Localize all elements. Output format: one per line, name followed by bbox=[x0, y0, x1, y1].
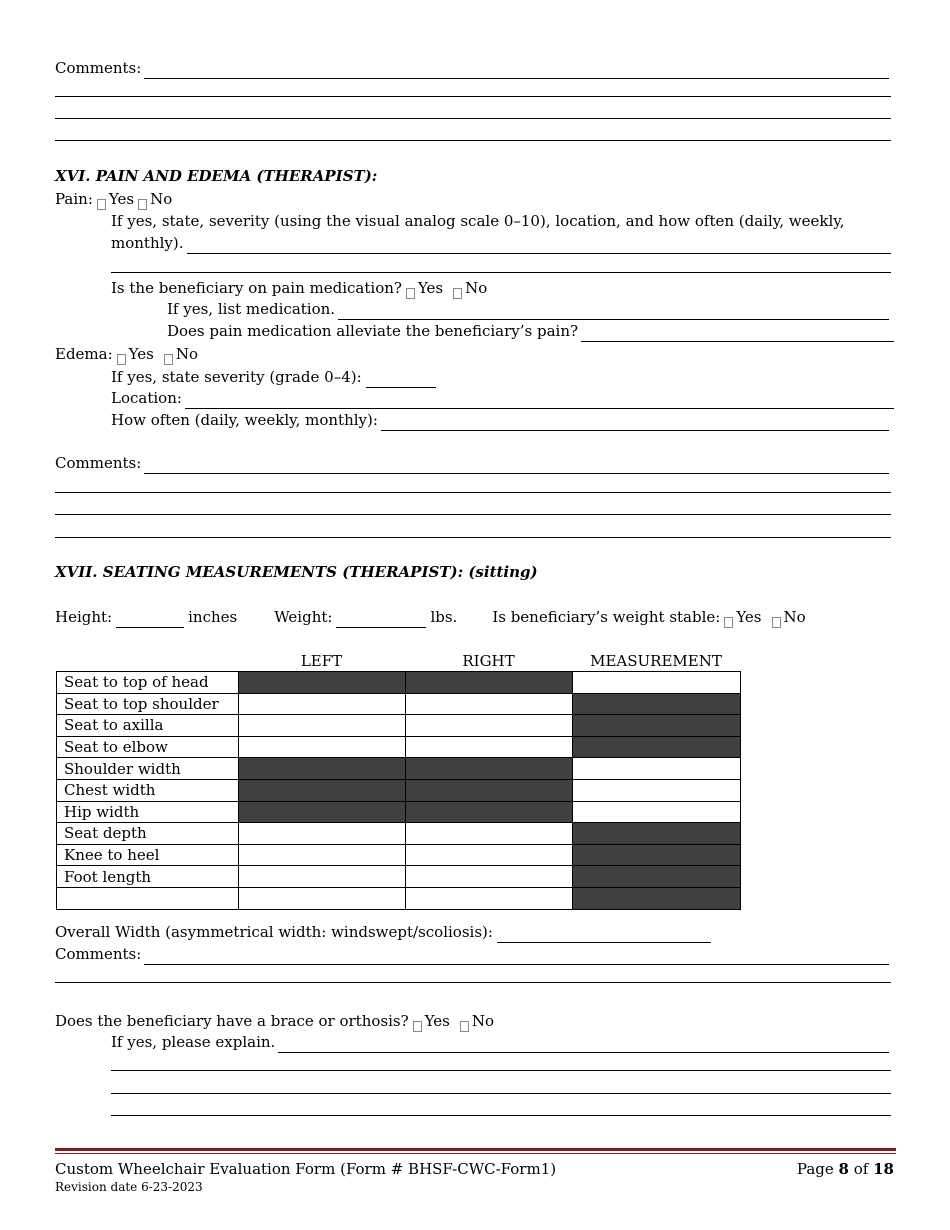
right-cell[interactable] bbox=[406, 693, 573, 715]
overall-width-field[interactable] bbox=[497, 926, 711, 943]
table-row bbox=[57, 758, 741, 780]
footer-form-name: Custom Wheelchair Evaluation Form (Form # BHSF-CWC-Form1) bbox=[55, 1160, 557, 1178]
comments-label: Comments: bbox=[55, 454, 142, 472]
no-label: No bbox=[471, 1012, 494, 1030]
measurement-cell-shaded bbox=[573, 866, 741, 888]
edema-label: Edema: bbox=[55, 345, 113, 363]
right-cell[interactable] bbox=[406, 844, 573, 866]
edema-severity-label: If yes, state severity (grade 0–4): bbox=[111, 368, 362, 386]
edema-severity-row bbox=[111, 366, 436, 388]
brace-row bbox=[55, 1010, 494, 1032]
right-cell[interactable] bbox=[406, 823, 573, 845]
measurement-cell-shaded bbox=[573, 693, 741, 715]
alleviate-question: Does pain medication alleviate the beneficiary’s pain? bbox=[167, 322, 579, 340]
measurement-label bbox=[57, 887, 239, 909]
left-cell[interactable] bbox=[239, 887, 406, 909]
page-of: of bbox=[853, 1160, 869, 1178]
comments-rule[interactable] bbox=[55, 140, 891, 141]
seating-measurements-table bbox=[56, 671, 741, 910]
yes-label: Yes bbox=[424, 1012, 450, 1030]
overall-width-row bbox=[55, 921, 711, 943]
measurement-cell-shaded bbox=[573, 823, 741, 845]
comments-line-top bbox=[55, 57, 889, 79]
footer-rule bbox=[55, 1148, 896, 1151]
measurement-label: Seat to axilla bbox=[57, 715, 239, 737]
alleviate-field[interactable] bbox=[581, 325, 894, 342]
right-cell[interactable] bbox=[406, 866, 573, 888]
edema-no-checkbox[interactable] bbox=[164, 354, 173, 365]
left-cell[interactable] bbox=[239, 844, 406, 866]
pain-no-checkbox[interactable] bbox=[138, 199, 147, 210]
measurement-label: Knee to heel bbox=[57, 844, 239, 866]
edema-yes-checkbox[interactable] bbox=[117, 354, 126, 365]
table-row bbox=[57, 866, 741, 888]
measurement-label: Foot length bbox=[57, 866, 239, 888]
pain-row bbox=[55, 188, 172, 210]
left-cell[interactable] bbox=[239, 693, 406, 715]
list-medication-field[interactable] bbox=[338, 303, 889, 320]
weight-stable-question: Is beneficiary’s weight stable: bbox=[492, 608, 721, 626]
comments-rule[interactable] bbox=[55, 982, 891, 983]
measurement-cell[interactable] bbox=[573, 801, 741, 823]
yes-label: Yes bbox=[128, 345, 154, 363]
height-weight-row bbox=[55, 606, 806, 628]
section-heading-pain-edema: XVI. PAIN AND EDEMA (THERAPIST): bbox=[55, 167, 378, 185]
table-row bbox=[57, 801, 741, 823]
table-row bbox=[57, 672, 741, 694]
weight-stable-yes-checkbox[interactable] bbox=[724, 617, 733, 628]
yes-label: Yes bbox=[736, 608, 762, 626]
footer-rule-thin bbox=[55, 1153, 896, 1154]
left-cell[interactable] bbox=[239, 866, 406, 888]
page-current: 8 bbox=[838, 1160, 849, 1178]
measurement-label: Shoulder width bbox=[57, 758, 239, 780]
brace-question: Does the beneficiary have a brace or orthosis? bbox=[55, 1012, 409, 1030]
right-cell[interactable] bbox=[406, 887, 573, 909]
measurement-cell[interactable] bbox=[573, 758, 741, 780]
pain-details-field[interactable] bbox=[187, 237, 892, 254]
pain-instructions-text: If yes, state, severity (using the visual analog scale 0–10), location, and how often (daily, weekly, bbox=[111, 212, 845, 230]
edema-frequency-label: How often (daily, weekly, monthly): bbox=[111, 411, 378, 429]
comments-rule[interactable] bbox=[55, 118, 891, 119]
edema-frequency-field[interactable] bbox=[381, 414, 889, 431]
weight-label: Weight: bbox=[274, 608, 333, 626]
table-row bbox=[57, 715, 741, 737]
comments-label: Comments: bbox=[55, 59, 142, 77]
footer-revision-date: Revision date 6-23-2023 bbox=[55, 1180, 203, 1194]
comments-line-pain bbox=[55, 452, 889, 474]
comments-rule[interactable] bbox=[55, 537, 891, 538]
medication-row bbox=[111, 277, 487, 299]
measurement-cell-shaded bbox=[573, 736, 741, 758]
right-cell-shaded bbox=[406, 758, 573, 780]
brace-explain-label: If yes, please explain. bbox=[111, 1033, 276, 1051]
no-label: No bbox=[465, 279, 488, 297]
pain-instructions-line2 bbox=[111, 232, 891, 254]
right-cell-shaded bbox=[406, 801, 573, 823]
right-cell[interactable] bbox=[406, 715, 573, 737]
footer-page-number bbox=[797, 1159, 894, 1179]
weight-stable-no-checkbox[interactable] bbox=[772, 617, 781, 628]
measurement-label: Seat to top shoulder bbox=[57, 693, 239, 715]
overall-width-label: Overall Width (asymmetrical width: windswept/scoliosis): bbox=[55, 923, 493, 941]
weight-field[interactable] bbox=[336, 611, 426, 628]
measurement-label: Hip width bbox=[57, 801, 239, 823]
table-row bbox=[57, 887, 741, 909]
left-cell-shaded bbox=[239, 801, 406, 823]
measurement-cell[interactable] bbox=[573, 672, 741, 694]
left-cell-shaded bbox=[239, 758, 406, 780]
left-cell[interactable] bbox=[239, 715, 406, 737]
height-field[interactable] bbox=[116, 611, 184, 628]
page-total: 18 bbox=[873, 1160, 894, 1178]
no-label: No bbox=[783, 608, 806, 626]
left-cell-shaded bbox=[239, 779, 406, 801]
right-cell-shaded bbox=[406, 779, 573, 801]
edema-location-label: Location: bbox=[111, 389, 182, 407]
brace-explain-row bbox=[111, 1031, 889, 1053]
table-row bbox=[57, 693, 741, 715]
list-medication-label: If yes, list medication. bbox=[167, 300, 336, 318]
table-row bbox=[57, 823, 741, 845]
measurement-cell[interactable] bbox=[573, 779, 741, 801]
comments-field[interactable] bbox=[144, 62, 889, 79]
measurement-label: Seat to top of head bbox=[57, 672, 239, 694]
height-label: Height: bbox=[55, 608, 113, 626]
left-cell[interactable] bbox=[239, 823, 406, 845]
comments-field[interactable] bbox=[144, 457, 889, 474]
measurement-cell-shaded bbox=[573, 715, 741, 737]
pain-instructions-text: monthly). bbox=[111, 234, 184, 252]
table-row bbox=[57, 736, 741, 758]
measurement-cell-shaded bbox=[573, 844, 741, 866]
comments-rule[interactable] bbox=[55, 514, 891, 515]
measurement-label: Chest width bbox=[57, 779, 239, 801]
inches-label: inches bbox=[188, 608, 238, 626]
left-cell[interactable] bbox=[239, 736, 406, 758]
page-prefix: Page bbox=[796, 1160, 834, 1178]
alleviate-row bbox=[167, 320, 894, 342]
edema-frequency-row bbox=[111, 409, 889, 431]
lbs-label: lbs. bbox=[430, 608, 458, 626]
yes-label: Yes bbox=[417, 279, 444, 297]
measurement-label: Seat depth bbox=[57, 823, 239, 845]
column-header-measurement: MEASUREMENT bbox=[590, 652, 722, 670]
edema-location-field[interactable] bbox=[185, 392, 894, 409]
right-cell-shaded bbox=[406, 672, 573, 694]
edema-row bbox=[55, 343, 198, 365]
measurement-label: Seat to elbow bbox=[57, 736, 239, 758]
comments-line-seating bbox=[55, 943, 889, 965]
pain-yes-checkbox[interactable] bbox=[97, 199, 106, 210]
table-row bbox=[57, 779, 741, 801]
medication-question: Is the beneficiary on pain medication? bbox=[111, 279, 402, 297]
pain-instructions-line1 bbox=[111, 210, 845, 232]
brace-explain-rule[interactable] bbox=[111, 1070, 891, 1071]
section-heading-seating-measurements: XVII. SEATING MEASUREMENTS (THERAPIST): (sitting) bbox=[55, 563, 538, 581]
column-header-right: RIGHT bbox=[462, 652, 515, 670]
right-cell[interactable] bbox=[406, 736, 573, 758]
brace-explain-field[interactable] bbox=[278, 1036, 889, 1053]
brace-explain-rule[interactable] bbox=[111, 1115, 891, 1116]
comments-label: Comments: bbox=[55, 945, 142, 963]
comments-field[interactable] bbox=[144, 948, 889, 965]
left-cell-shaded bbox=[239, 672, 406, 694]
comments-rule[interactable] bbox=[55, 96, 891, 97]
edema-severity-field[interactable] bbox=[366, 371, 436, 388]
measurement-cell-shaded bbox=[573, 887, 741, 909]
edema-location-row bbox=[111, 387, 894, 409]
pain-label: Pain: bbox=[55, 190, 93, 208]
comments-rule[interactable] bbox=[55, 492, 891, 493]
yes-label: Yes bbox=[108, 190, 135, 208]
table-row bbox=[57, 844, 741, 866]
brace-explain-rule[interactable] bbox=[111, 1093, 891, 1094]
list-medication-row bbox=[167, 298, 889, 320]
pain-details-rule[interactable] bbox=[111, 272, 891, 273]
no-label: No bbox=[175, 345, 198, 363]
column-header-left: LEFT bbox=[300, 652, 343, 670]
no-label: No bbox=[150, 190, 173, 208]
